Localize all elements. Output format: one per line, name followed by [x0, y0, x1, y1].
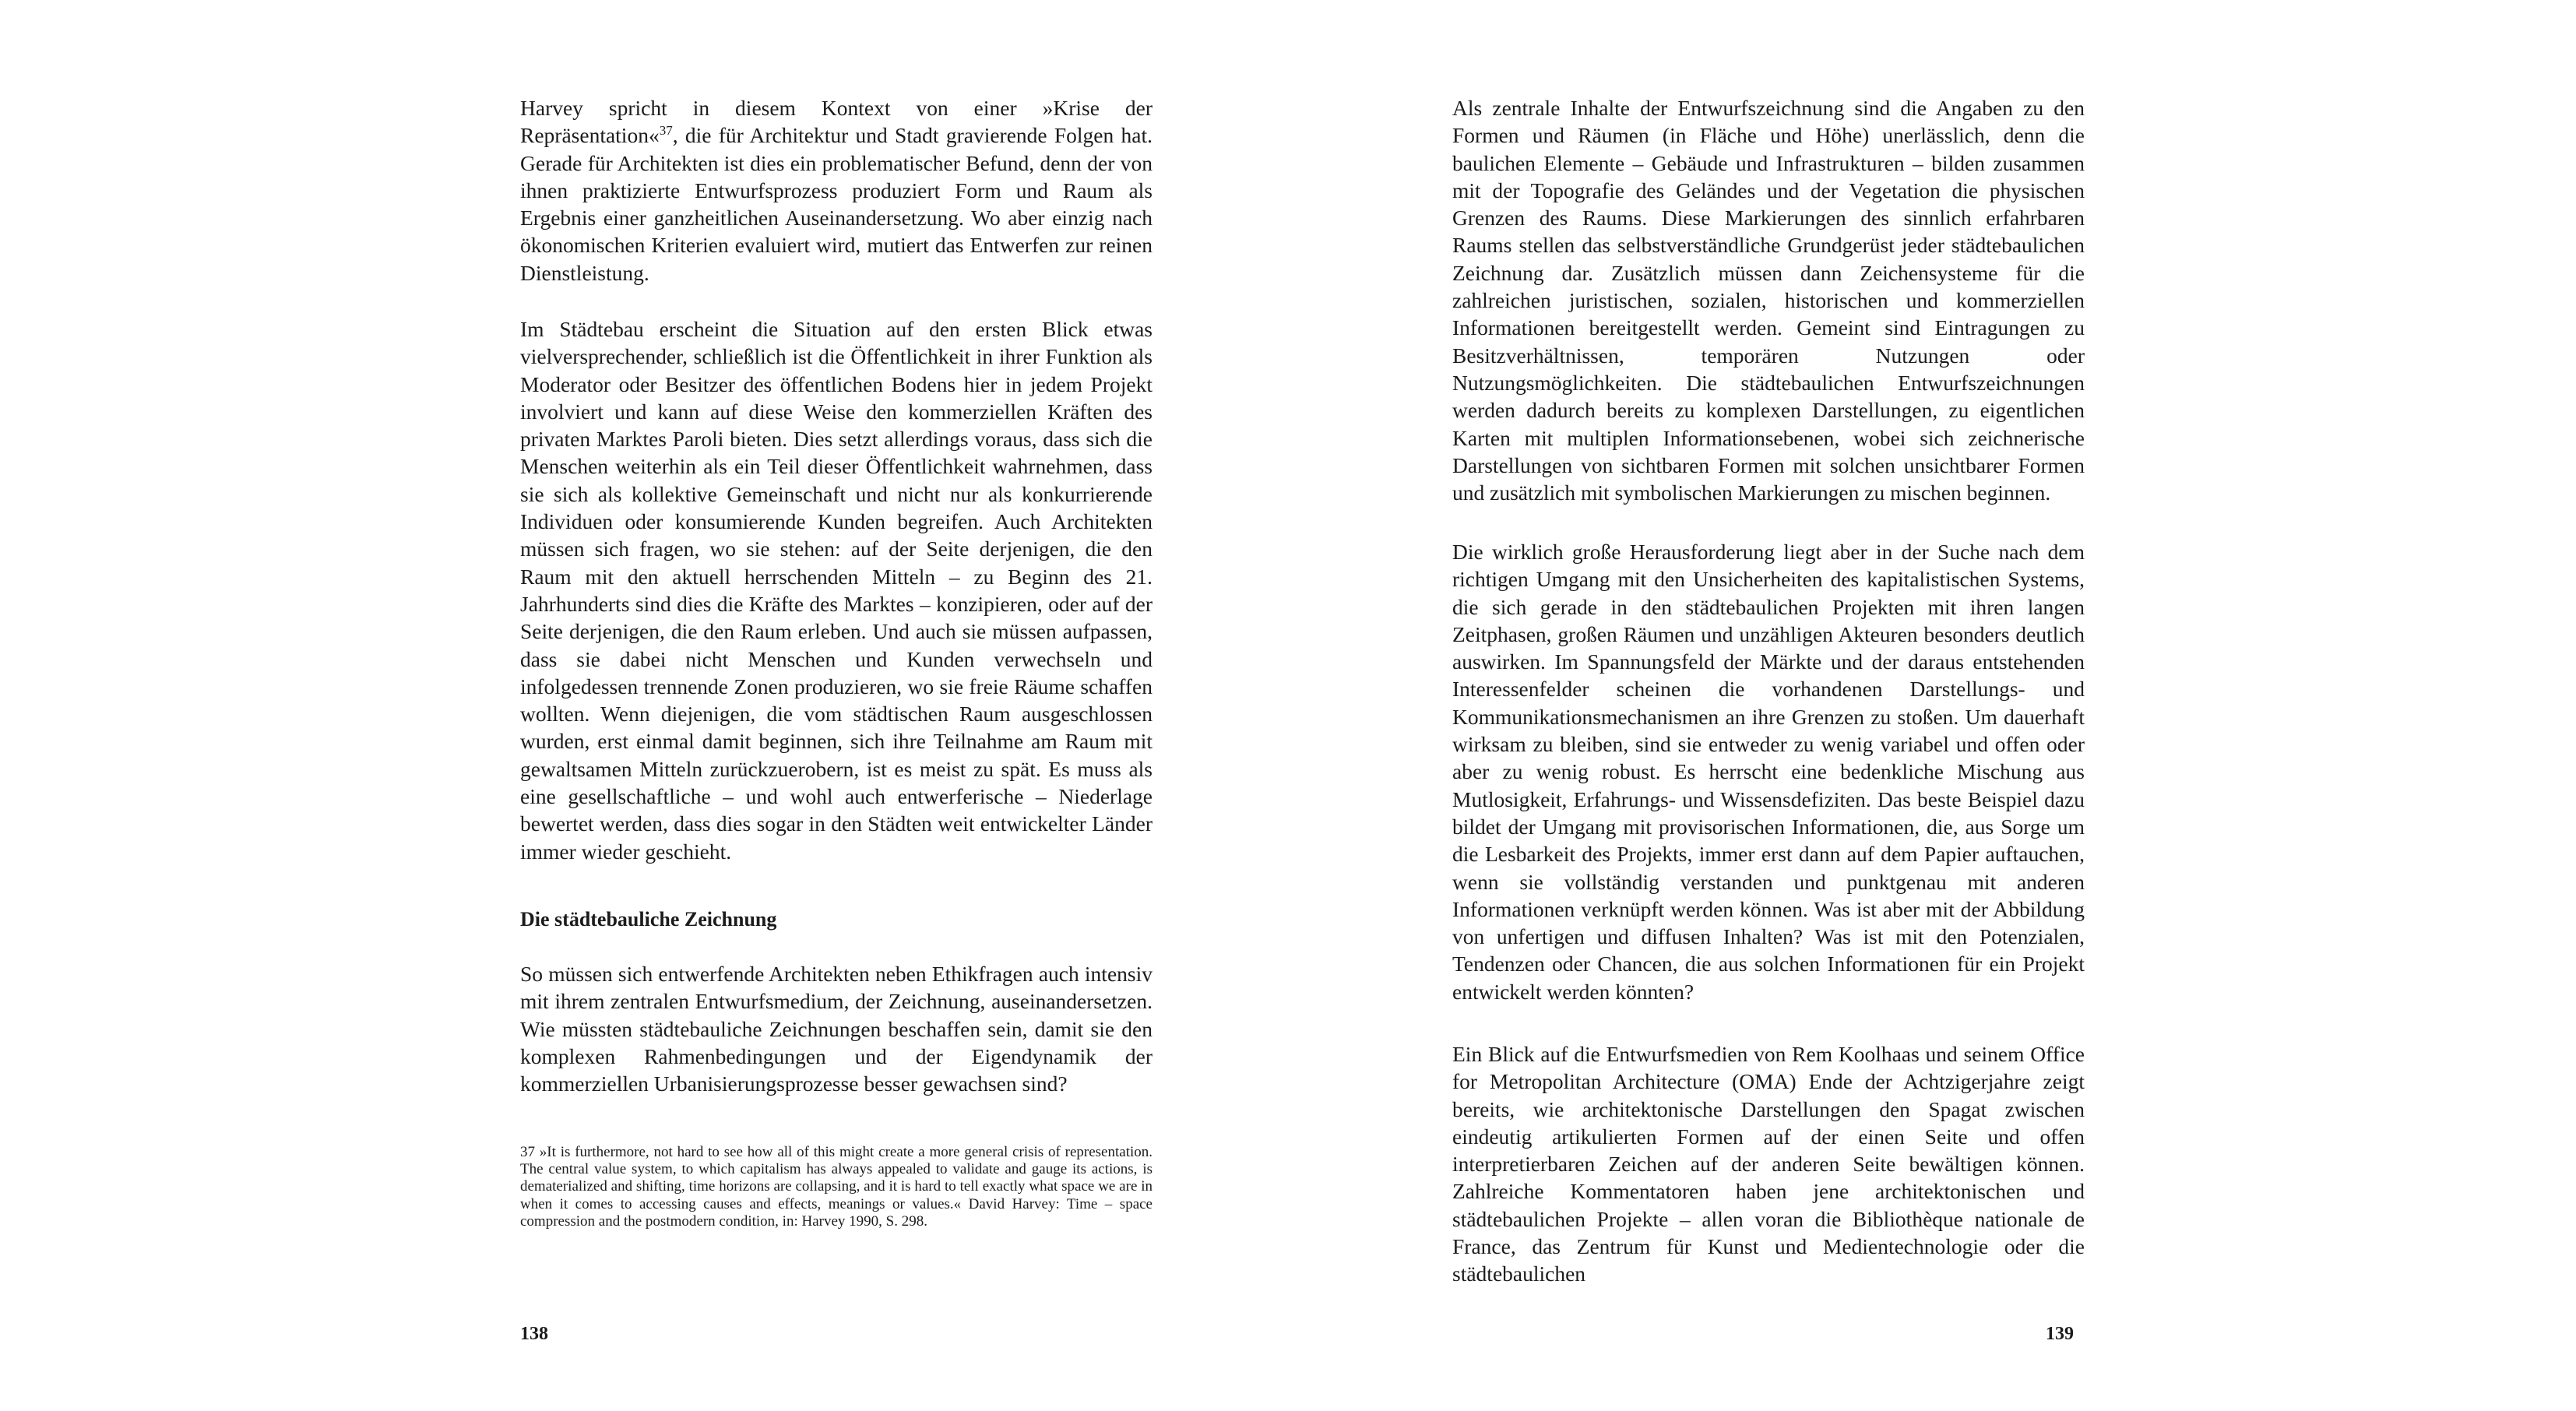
section-heading	[520, 906, 1153, 933]
section-heading-text: Die städtebauliche Zeichnung	[520, 908, 777, 931]
paragraph-text: Ein Blick auf die Entwurfsmedien von Rem Koolhaas und seinem Office for Metropolitan Architecture (OMA) Ende der Achtzigerjahre zeigt bereits, wie architektonische Darstellungen den Spagat zwischen eindeutig artikulierten Formen auf der einen Seite und offen interpretierbaren Zeichen auf der anderen Seite bewältigen können. Zahlreiche Kommentatoren haben jene architektonischen und städtebaulichen Projekte – allen voran die Bibliothèque nationale de France, das Zentrum für Kunst und Medientechnologie oder die städtebaulichen	[1452, 1042, 2085, 1286]
paragraph-text: Im Städtebau erscheint die Situation auf den ersten Blick etwas vielversprechender, schließlich ist die Öffentlichkeit in ihrer Funktion als Moderator oder Besitzer des öffentlichen Bodens hier in jedem Projekt involviert und kann auf diese Weise den kommerziellen Kräften des privaten Marktes Paroli bieten. Dies setzt allerdings voraus, dass sich die Menschen weiterhin als ein Teil dieser Öffentlichkeit wahrnehmen, dass sie sich als kollektive Gemeinschaft und nicht nur als konkurrierende Individuen oder konsumierende Kunden begreifen. Auch Architekten müssen sich fragen, wo sie stehen: auf der Seite derjenigen, die den Raum mit den aktuell herrschenden Mitteln – zu Beginn des 21. Jahrhunderts sind dies die Kräfte des Marktes – konzipieren, oder auf der Seite derjenigen, die den Raum erleben. Und auch sie müssen aufpassen, dass sie dabei nicht Menschen und Kunden verwechseln und infolgedessen trennende Zonen produzieren, wo sie freie Räume schaffen wollten. Wenn diejenigen, die vom städtischen Raum ausgeschlossen wurden, erst einmal damit beginnen, sich ihre Teilnahme am Raum mit gewaltsamen Mitteln zurückzuerobern, ist es meist zu spät. Es muss als eine gesellschaftliche – und wohl auch entwerferische – Niederlage bewertet werden, dass dies sogar in den Städten weit entwickelter Länder immer wieder geschieht.	[520, 317, 1153, 864]
paragraph	[520, 960, 1153, 1097]
paragraph-text	[520, 94, 1153, 287]
paragraph-text: Die wirklich große Herausforderung liegt aber in der Suche nach dem richtigen Umgang mit den Unsicherheiten des kapitalistischen Systems, die sich gerade in den städtebaulichen Projekten mit ihren langen Zeitphasen, großen Räumen und unzähligen Akteuren besonders deutlich auswirken. Im Spannungsfeld der Märkte und der daraus entstehenden Interessenfelder scheinen die vorhandenen Darstellungs- und Kommunikationsmechanismen an ihre Grenzen zu stoßen. Um dauerhaft wirksam zu bleiben, sind sie entweder zu wenig variabel und offen oder aber zu wenig robust. Es herrscht eine bedenkliche Mischung aus Mutlosigkeit, Erfahrungs- und Wissensdefiziten. Das beste Beispiel dazu bildet der Umgang mit provisorischen Informationen, die, aus Sorge um die Lesbarkeit des Projekts, immer erst dann auf dem Papier auftauchen, wenn sie vollständig verstanden und punktgenau mit anderen Informationen verknüpft werden können. Was ist aber mit der Abbildung von unfertigen und diffusen Inhalten? Was ist mit den Potenzialen, Tendenzen oder Chancen, die aus solchen Informationen für ein Projekt entwickelt werden könnten?	[1452, 540, 2085, 1004]
paragraph-text: So müssen sich entwerfende Architekten neben Ethikfragen auch intensiv mit ihrem zentralen Entwurfsmedium, der Zeichnung, auseinandersetzen. Wie müssten städtebauliche Zeichnungen beschaffen sein, damit sie den komplexen Rahmenbedingungen und der Eigendynamik der kommerziellen Urbanisierungsprozesse besser gewachsen sind?	[520, 962, 1153, 1096]
right-page	[1288, 0, 2576, 1411]
footnote: 37 »It is furthermore, not hard to see how all of this might create a more general crisis of representation. The central value system, to which capitalism has always appealed to validate and gauge its actions, is dematerialized and shifting, time horizons are collapsing, and it is hard to tell exactly what space we are in when it comes to accessing causes and effects, meanings or values.« David Harvey: Time – space compression and the postmodern condition, in: Harvey 1990, S. 298.	[520, 1144, 1153, 1230]
paragraph	[1452, 94, 2085, 506]
paragraph-text-part: , die für Architektur und Stadt gravierende Folgen hat. Gerade für Architekten ist dies ein problematischer Befund, denn der von ihnen praktizierte Entwurfsprozess produziert Form und Raum als Ergebnis einer ganzheitlichen Auseinandersetzung. Wo aber einzig nach ökonomischen Kriterien evaluiert wird, mutiert das Entwerfen zur reinen Dienstleistung.	[520, 123, 1153, 285]
page-number: 138	[520, 1324, 548, 1344]
paragraph	[520, 94, 1153, 287]
paragraph	[1452, 538, 2085, 1005]
paragraph-text: Als zentrale Inhalte der Entwurfszeichnung sind die Angaben zu den Formen und Räumen (in Fläche und Höhe) unerlässlich, denn die baulichen Elemente – Gebäude und Infrastrukturen – bilden zusammen mit der Topografie des Geländes und der Vegetation die physischen Grenzen des Raums. Diese Markierungen des sinnlich erfahrbaren Raums stellen das selbstverständliche Grundgerüst jeder städtebaulichen Zeichnung dar. Zusätzlich müssen dann Zeichensysteme für die zahlreichen juristischen, sozialen, historischen und kommerziellen Informationen bereitgestellt werden. Gemeint sind Eintragungen zu Besitzverhältnissen, temporären Nutzungen oder Nutzungsmöglichkeiten. Die städtebaulichen Entwurfszeichnungen werden dadurch bereits zu komplexen Darstellungen, zu eigentlichen Karten mit multiplen Informationsebenen, wobei sich zeichnerische Darstellungen von sichtbaren Formen mit solchen unsichtbarer Formen und zusätzlich mit symbolischen Markierungen zu mischen beginnen.	[1452, 96, 2085, 505]
paragraph-text-part: Harvey spricht in diesem Kontext von einer »Krise der Repräsentation«	[520, 96, 1153, 148]
paragraph	[1452, 1040, 2085, 1288]
footnote-reference[interactable]: 37	[659, 123, 673, 139]
paragraph	[520, 315, 1153, 865]
page-number: 139	[2046, 1324, 2074, 1344]
